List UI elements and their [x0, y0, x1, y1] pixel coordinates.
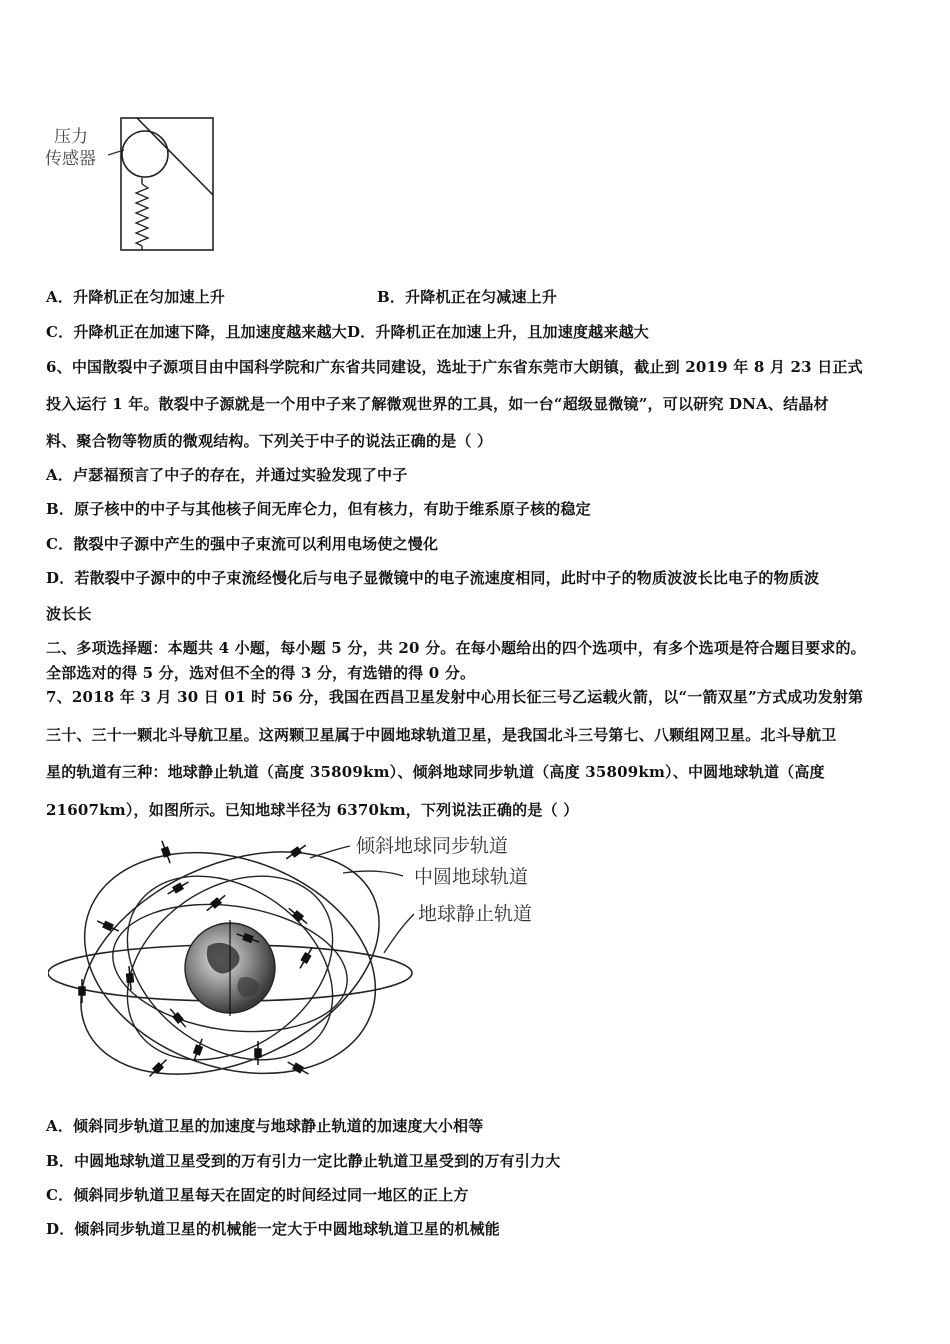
section2-line1: 二、多项选择题：本题共 4 小题，每小题 5 分，共 20 分。在每小题给出的四个选项中，有多个选项是符合题目要求的。: [46, 639, 866, 657]
q6-option-b: B．原子核中的中子与其他核子间无库仑力，但有核力，有助于维系原子核的稳定: [46, 500, 591, 518]
q5-option-c-d: [46, 321, 649, 342]
q6-option-a: A．卢瑟福预言了中子的存在，并通过实验发现了中子: [46, 466, 408, 484]
q7-stem-line4: 21607km），如图所示。已知地球半径为 6370km，下列说法正确的是（ ）: [46, 801, 579, 819]
q7-stem-line1: 7、2018 年 3 月 30 日 01 时 56 分，我国在西昌卫星发射中心用长征三号乙运载火箭，以“一箭双星”方式成功发射第: [46, 688, 864, 706]
q7-option-d: D．倾斜同步轨道卫星的机械能一定大于中圆地球轨道卫星的机械能: [46, 1220, 501, 1238]
q5-option-d: D．升降机正在加速上升，且加速度越来越大: [346, 323, 649, 341]
q6-option-c: C．散裂中子源中产生的强中子束流可以利用电场使之慢化: [46, 535, 439, 553]
sensor-label-line1: 压力: [54, 127, 88, 147]
q6-option-d: D．若散裂中子源中的中子束流经慢化后与电子显微镜中的电子流速度相同，此时中子的物质波波长比电子的物质波: [46, 569, 820, 587]
q5-option-b: B．升降机正在匀减速上升: [377, 288, 558, 306]
sensor-label-line2: 传感器: [45, 149, 96, 169]
ball: [122, 131, 168, 177]
label-inclined-orbit: 倾斜地球同步轨道: [356, 835, 509, 857]
spring: [136, 184, 148, 246]
orbit-figure: [48, 828, 568, 1093]
q6-stem-line1: 6、中国散裂中子源项目由中国科学院和广东省共同建设，选址于广东省东莞市大朗镇，截止到 2019 年 8 月 23 日正式: [46, 358, 863, 376]
elevator-box: [121, 118, 213, 250]
q7-stem-line3: 星的轨道有三种：地球静止轨道（高度 35809km）、倾斜地球同步轨道（高度 35809km）、中圆地球轨道（高度: [46, 763, 825, 781]
q7-option-a: A．倾斜同步轨道卫星的加速度与地球静止轨道的加速度大小相等: [46, 1117, 484, 1135]
q6-stem-line3: 料、聚合物等物质的微观结构。下列关于中子的说法正确的是（ ）: [46, 432, 493, 450]
q7-option-b: B．中圆地球轨道卫星受到的万有引力一定比静止轨道卫星受到的万有引力大: [46, 1152, 561, 1170]
q5-option-a: A．升降机正在匀加速上升: [46, 288, 226, 306]
label-meo-orbit: 中圆地球轨道: [414, 866, 529, 888]
q6-stem-line2: 投入运行 1 年。散裂中子源就是一个用中子来了解微观世界的工具，如一台“超级显微镜”，可以研究 DNA、结晶材: [46, 395, 829, 413]
label-geo-orbit: 地球静止轨道: [418, 903, 533, 925]
incline-plane: [137, 118, 213, 195]
q6-option-d-cont: 波长长: [46, 605, 92, 623]
q7-stem-line2: 三十、三十一颗北斗导航卫星。这两颗卫星属于中圆地球轨道卫星，是我国北斗三号第七、八颗组网卫星。北斗导航卫: [46, 726, 837, 744]
section2-line2: 全部选对的得 5 分，选对但不全的得 3 分，有选错的得 0 分。: [46, 664, 476, 682]
q7-option-c: C．倾斜同步轨道卫星每天在固定的时间经过同一地区的正上方: [46, 1186, 469, 1204]
q5-option-c: C．升降机正在加速下降，且加速度越来越大: [46, 323, 347, 341]
pressure-sensor-figure: [40, 112, 225, 260]
